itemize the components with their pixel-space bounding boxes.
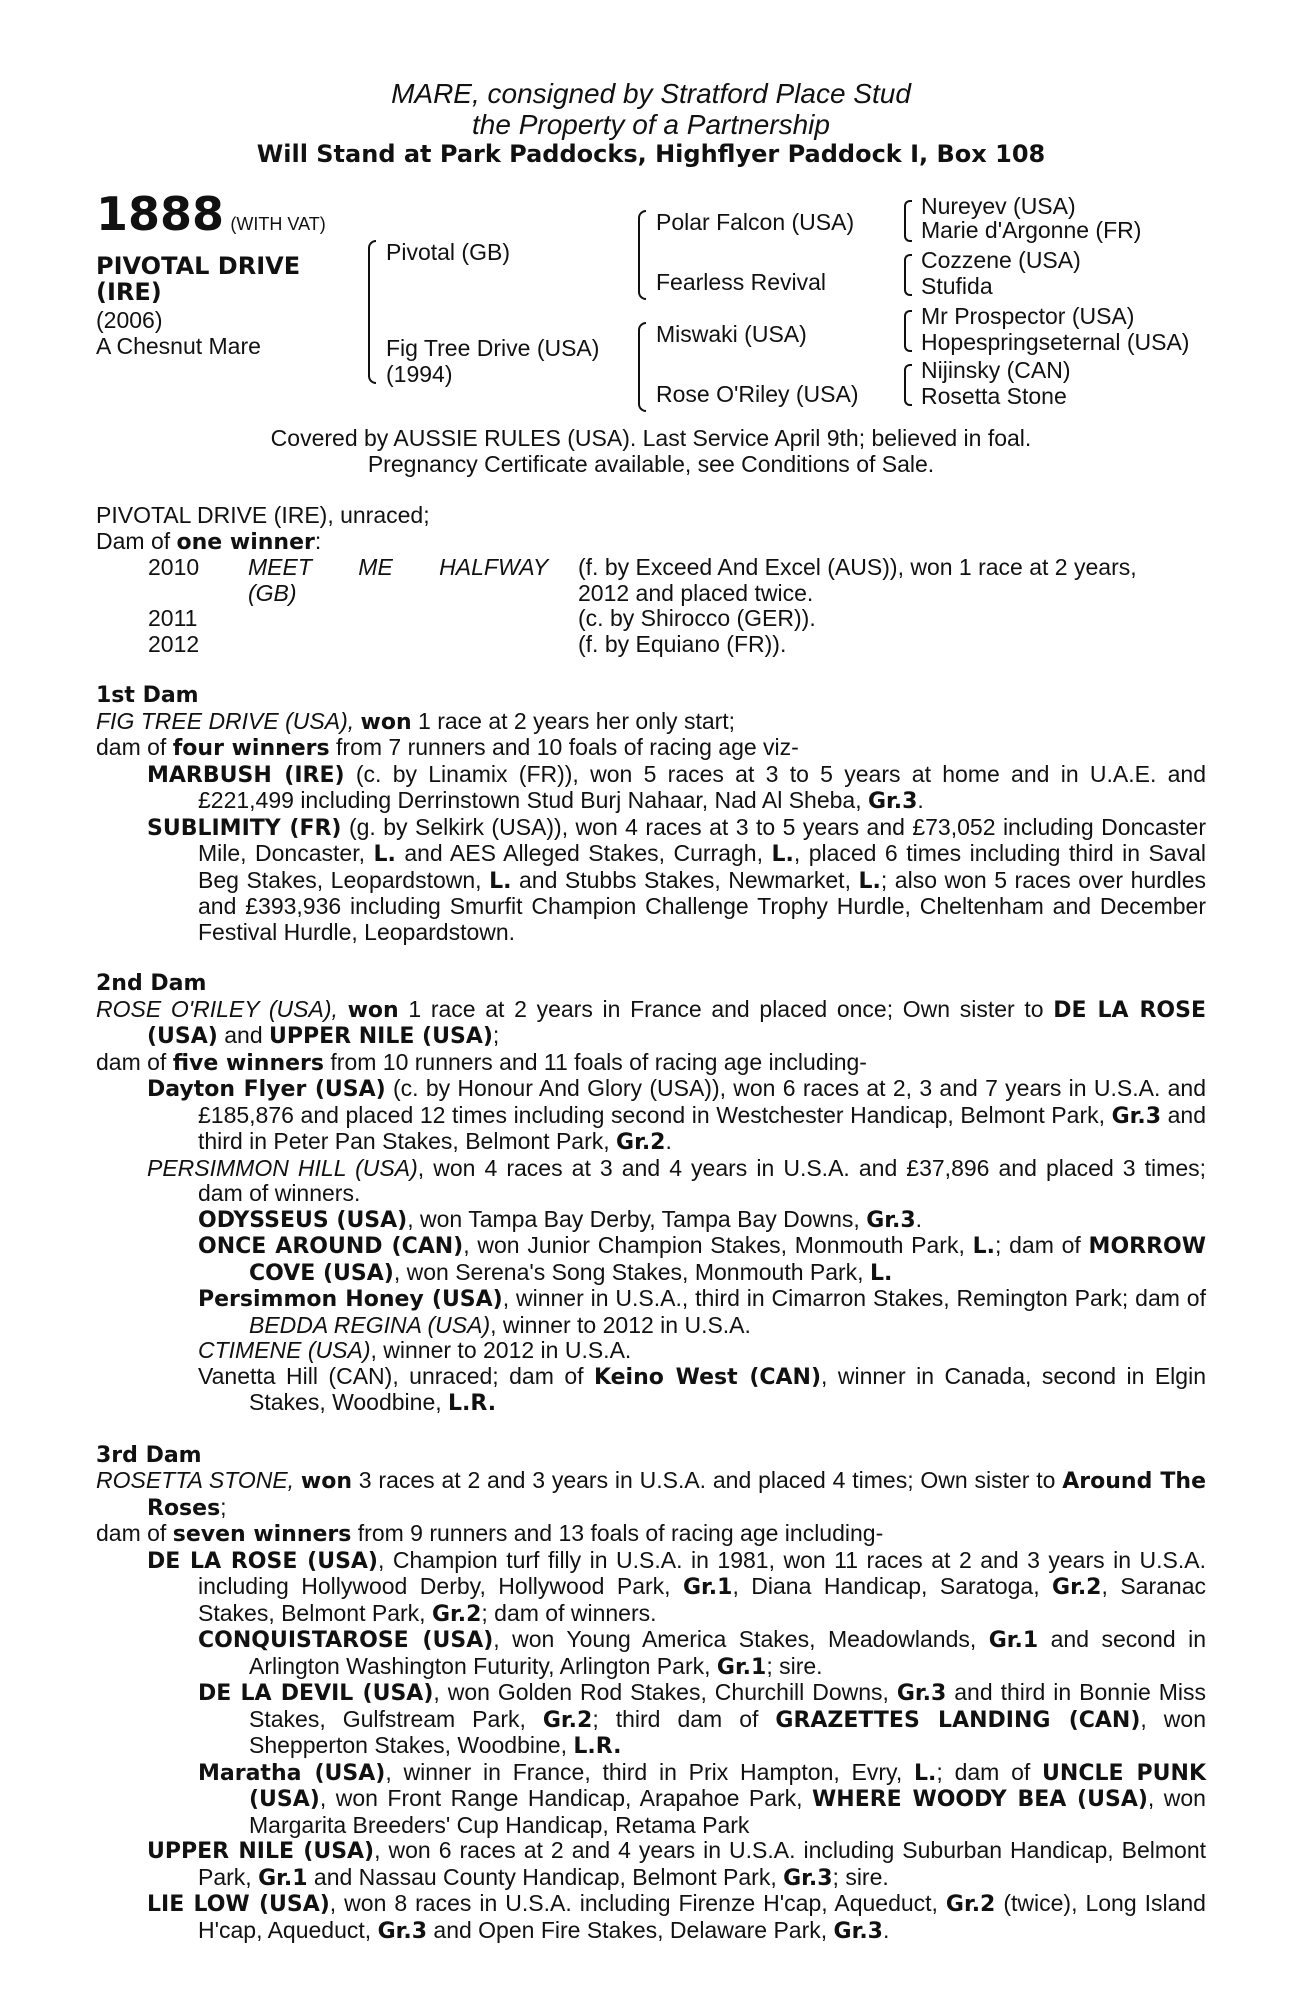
dam-dam: Rose O'Riley (USA) <box>656 381 859 407</box>
pedigree-table <box>96 187 1206 426</box>
grandprogeny-entry: DE LA DEVIL (USA), won Golden Rod Stakes, Churchill Downs, Gr.3 and third in Bonnie Miss Stakes, Gulfstream Park, Gr.2; third dam of GRAZETTES LANDING (CAN), won Shepperton Stakes, Woodbine, L.R. <box>198 1679 1206 1759</box>
dss-name: Mr Prospector (USA) <box>921 303 1135 329</box>
third-dam-heading: 3rd Dam <box>96 1442 202 1468</box>
lot-number: 1888 <box>96 187 225 241</box>
produce-details: (f. by Exceed And Excel (AUS)), won 1 race at 2 years, 2012 and placed twice. <box>578 554 1137 606</box>
horse-year: (2006) <box>96 307 163 333</box>
sire-name: Pivotal (GB) <box>386 239 510 265</box>
catalogue-page <box>96 78 1206 1944</box>
produce-year: 2010 <box>148 554 200 580</box>
gen3-brace-3 <box>904 310 912 352</box>
produce-section <box>96 503 1206 657</box>
grandprogeny-entry: ODYSSEUS (USA), won Tampa Bay Derby, Tampa Bay Downs, Gr.3. <box>198 1205 923 1233</box>
second-dam-summary: dam of five winners from 10 runners and 11 foals of racing age including- <box>96 1048 867 1076</box>
grandprogeny-entry: CTIMENE (USA), winner to 2012 in U.S.A. <box>198 1337 632 1363</box>
second-dam-heading: 2nd Dam <box>96 971 207 996</box>
progeny-entry: SUBLIMITY (FR) (g. by Selkirk (USA)), won 4 races at 3 to 5 years and £73,052 including Doncaster Mile, Doncaster, L. and AES Alleged Stakes, Curragh, L., placed 6 times including third in Saval Beg Stakes, Leopardstown, L. and Stubbs Stakes, Newmarket, L.; also won 5 races over hurdles and £393,936 including Smurfit Champion Challenge Trophy Hurdle, Cheltenham and December Festival Hurdle, Leopardstown. <box>147 813 1207 945</box>
sire-line-brace <box>638 210 646 300</box>
progeny-entry: LIE LOW (USA), won 8 races in U.S.A. including Firenze H'cap, Aqueduct, Gr.2 (twice), Long Island H'cap, Aqueduct, Gr.3 and Open Fire Stakes, Delaware Park, Gr.3. <box>147 1890 1206 1944</box>
grandprogeny-entry: Vanetta Hill (CAN), unraced; dam of Keino West (CAN), winner in Canada, second in Elgin Stakes, Woodbine, L.R. <box>198 1362 1206 1416</box>
gen3-brace-1 <box>904 200 912 242</box>
horse-description: A Chesnut Mare <box>96 333 261 359</box>
produce-name: MEET ME HALFWAY (GB) <box>248 554 548 606</box>
consignor-line: MARE, consigned by Stratford Place Stud <box>391 78 911 109</box>
dsd-name: Hopespringseternal (USA) <box>921 329 1190 355</box>
produce-name <box>248 606 578 632</box>
progeny-entry: DE LA ROSE (USA), Champion turf filly in U.S.A. in 1981, won 11 races at 2 and 3 years in U.S.A. including Hollywood Derby, Hollywood Park, Gr.1, Diana Handicap, Saratoga, Gr.2, Saranac Stakes, Belmont Park, Gr.2; dam of winners. <box>147 1546 1206 1627</box>
vat-note: (WITH VAT) <box>230 214 326 234</box>
first-dam-line: FIG TREE DRIVE (USA), won 1 race at 2 years her only start; <box>96 707 736 735</box>
progeny-entry: Dayton Flyer (USA) (c. by Honour And Glory (USA)), won 6 races at 2, 3 and 7 years in U.S.A. and £185,876 and placed 12 times including second in Westchester Handicap, Belmont Park, Gr.3 and third in Peter Pan Stakes, Belmont Park, Gr.2. <box>147 1075 1206 1155</box>
dam-line-brace <box>638 322 646 412</box>
first-dam-summary: dam of four winners from 7 runners and 10 foals of racing age viz- <box>96 734 799 761</box>
dam-year: (1994) <box>386 361 453 387</box>
stabling-line: Will Stand at Park Paddocks, Highflyer Paddock I, Box 108 <box>256 140 1046 168</box>
covered-line: Covered by AUSSIE RULES (USA). Last Service April 9th; believed in foal. <box>270 425 1032 451</box>
sdd-name: Stufida <box>921 273 993 299</box>
produce-details: (f. by Equiano (FR)). <box>578 630 787 657</box>
gen3-brace-4 <box>904 364 912 406</box>
first-dam-heading: 1st Dam <box>96 683 199 708</box>
produce-row <box>96 632 1206 658</box>
sire-sire: Polar Falcon (USA) <box>656 209 855 235</box>
second-dam-section <box>96 971 1206 1417</box>
sds-name: Cozzene (USA) <box>921 247 1081 273</box>
gen3-brace-2 <box>904 254 912 296</box>
horse-name: PIVOTAL DRIVE <box>96 252 301 280</box>
horse-country: (IRE) <box>96 278 162 306</box>
produce-year: 2012 <box>148 630 200 657</box>
grandprogeny-entry: ONCE AROUND (CAN), won Junior Champion Stakes, Monmouth Park, L.; dam of MORROW COVE (USA), won Serena's Song Stakes, Monmouth Park, L. <box>198 1232 1206 1286</box>
third-dam-line: ROSETTA STONE, won 3 races at 2 and 3 years in U.S.A. and placed 4 times; Own sister to Around The Roses; <box>96 1467 1206 1521</box>
dds-name: Nijinsky (CAN) <box>921 357 1071 383</box>
produce-row <box>96 606 1206 632</box>
second-dam-line: ROSE O'RILEY (USA), won 1 race at 2 years in France and placed once; Own sister to DE LA ROSE (USA) and UPPER NILE (USA); <box>96 995 1207 1049</box>
sire-dam: Fearless Revival <box>656 269 826 295</box>
progeny-entry: MARBUSH (IRE) (c. by Linamix (FR)), won 5 races at 3 to 5 years at home and in U.A.E. and £221,499 including Derrinstown Stud Burj Nahaar, Nad Al Sheba, Gr.3. <box>147 760 1207 814</box>
progeny-entry: PERSIMMON HILL (USA), won 4 races at 3 and 4 years in U.S.A. and £37,896 and placed 3 times; dam of winners. <box>147 1154 1206 1206</box>
dam-of-line: Dam of one winner: <box>96 527 322 555</box>
lot-number-line <box>96 187 326 241</box>
grandprogeny-entry: CONQUISTAROSE (USA), won Young America Stakes, Meadowlands, Gr.1 and second in Arlington Washington Futurity, Arlington Park, Gr.1; sire. <box>198 1626 1206 1680</box>
produce-row <box>96 555 1206 606</box>
produce-intro: PIVOTAL DRIVE (IRE), unraced; <box>96 502 430 528</box>
ssd-name: Marie d'Argonne (FR) <box>921 217 1142 243</box>
produce-details: (c. by Shirocco (GER)). <box>578 605 816 631</box>
sire-dam-brace <box>368 240 376 384</box>
property-line: the Property of a Partnership <box>472 109 830 140</box>
progeny-entry: UPPER NILE (USA), won 6 races at 2 and 4 years in U.S.A. including Suburban Handicap, Belmont Park, Gr.1 and Nassau County Handicap, Belmont Park, Gr.3; sire. <box>147 1837 1206 1891</box>
produce-name <box>248 632 578 658</box>
first-dam-section <box>96 683 1206 945</box>
grandprogeny-entry: Persimmon Honey (USA), winner in U.S.A., third in Cimarron Stakes, Remington Park; dam of BEDDA REGINA (USA), winner to 2012 in U.S.A. <box>198 1285 1206 1338</box>
third-dam-section <box>96 1443 1206 1945</box>
pregnancy-line: Pregnancy Certificate available, see Conditions of Sale. <box>367 450 935 477</box>
dam-sire: Miswaki (USA) <box>656 321 807 347</box>
grandprogeny-entry: Maratha (USA), winner in France, third in Prix Hampton, Evry, L.; dam of UNCLE PUNK (USA), won Front Range Handicap, Arapahoe Park, WHERE WOODY BEA (USA), won Margarita Breeders' Cup Handicap, Retama Park <box>198 1758 1207 1838</box>
ddd-name: Rosetta Stone <box>921 383 1067 409</box>
produce-year: 2011 <box>148 605 198 631</box>
dam-name: Fig Tree Drive (USA) <box>386 335 600 361</box>
sss-name: Nureyev (USA) <box>921 193 1076 219</box>
third-dam-summary: dam of seven winners from 9 runners and 13 foals of racing age including- <box>96 1520 884 1547</box>
